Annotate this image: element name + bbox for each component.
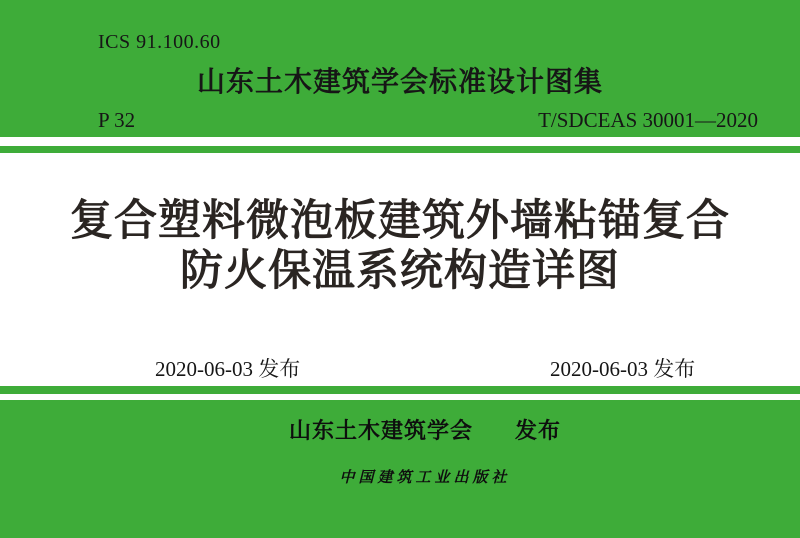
- society-series-title: 山东土木建筑学会标准设计图集: [196, 67, 603, 98]
- standard-number: T/SDCEAS 30001—2020: [538, 108, 758, 132]
- ics-code: ICS 91.100.60: [98, 31, 221, 53]
- issue-date-right: 2020-06-03 发布: [550, 357, 696, 381]
- issue-action-label: 发布: [515, 418, 562, 443]
- issuer-line: [25, 414, 800, 445]
- classification-code: P 32: [98, 108, 136, 132]
- issue-date-left: 2020-06-03 发布: [155, 357, 301, 381]
- divider-stripe-top: [0, 146, 800, 153]
- publisher-logotype: 中国建筑工业出版社: [339, 470, 511, 486]
- title-line-1: 复合塑料微泡板建筑外墙粘锚复合: [70, 197, 730, 245]
- standard-title: [0, 196, 800, 296]
- header-meta-row: [98, 108, 758, 133]
- cover-header: [0, 0, 800, 137]
- issuer-name: 山东土木建筑学会: [288, 418, 473, 443]
- divider-stripe-bottom: [0, 386, 800, 394]
- title-line-2: 防火保温系统构造详图: [180, 247, 620, 295]
- cover-footer: [0, 400, 800, 538]
- dates-row: [0, 353, 800, 379]
